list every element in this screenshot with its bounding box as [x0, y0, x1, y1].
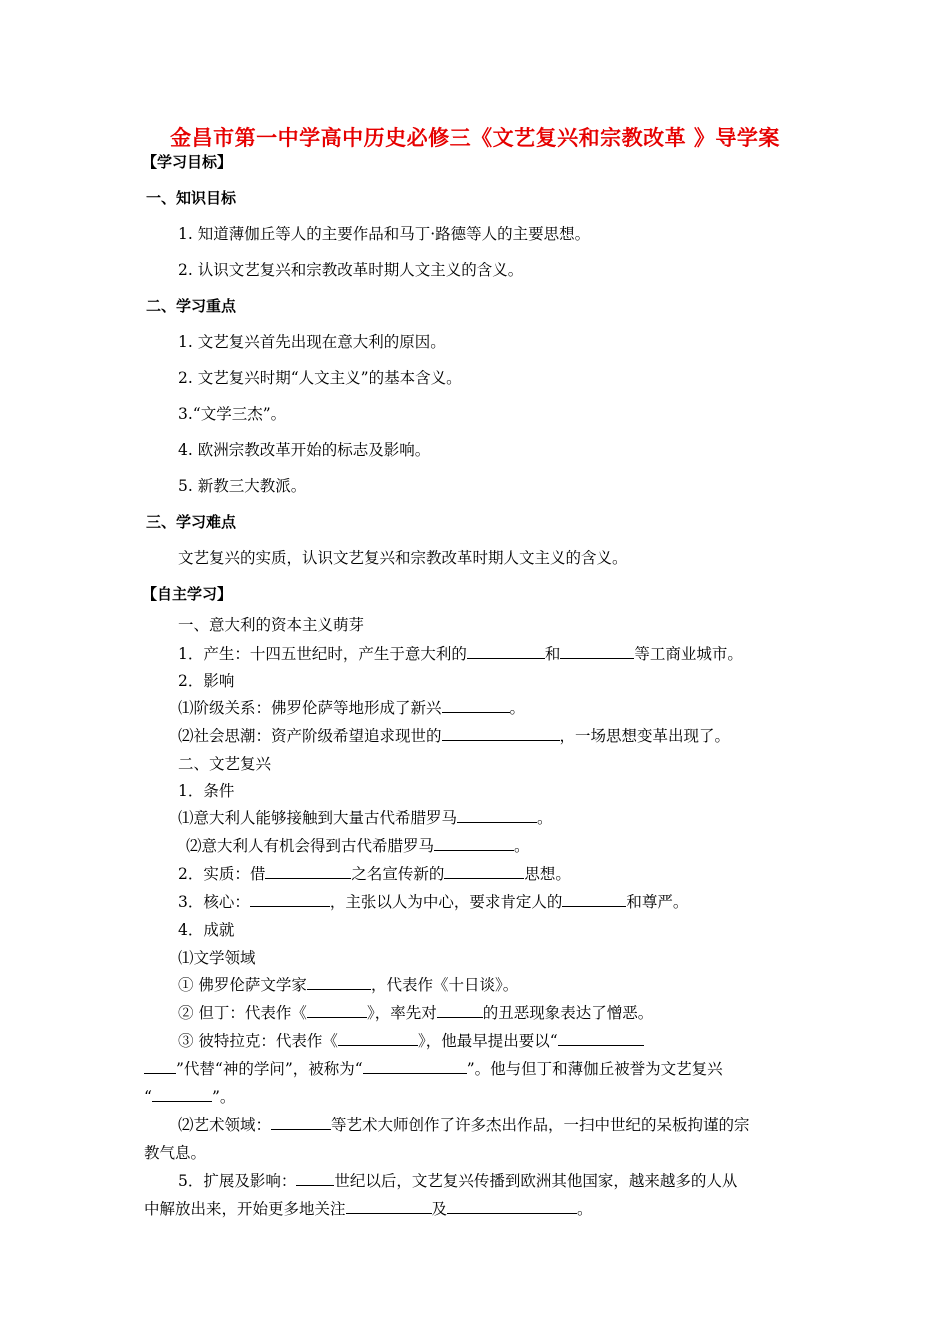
s2-item-5-cont: 中解放出来，开始更多地关注 及 。: [144, 1200, 593, 1218]
s2-item-4-1: ⑴文学领域: [178, 949, 256, 967]
fill-blank[interactable]: [442, 726, 560, 741]
fill-blank[interactable]: [152, 1087, 212, 1102]
key-points-heading: 二、学习重点: [146, 297, 237, 315]
key-point-3: 3.“文学三杰”。: [178, 405, 287, 423]
s2-item-1-2: ⑵意大利人有机会得到古代希腊罗马 。: [186, 837, 530, 855]
knowledge-objectives-heading: 一、知识目标: [146, 189, 237, 207]
difficult-points-heading: 三、学习难点: [146, 513, 237, 531]
fill-blank[interactable]: [457, 808, 537, 823]
s1-item-1: 1．产生：十四五世纪时，产生于意大利的 和 等工商业城市。: [178, 645, 743, 663]
s2-item-5: 5．扩展及影响： 世纪以后，文艺复兴传播到欧洲其他国家，越来越多的人从: [178, 1172, 738, 1190]
fill-blank[interactable]: [434, 836, 514, 851]
knowledge-item-2: 2. 认识文艺复兴和宗教改革时期人文主义的含义。: [178, 261, 524, 279]
fill-blank[interactable]: [558, 1031, 644, 1046]
fill-blank[interactable]: [437, 1003, 483, 1018]
knowledge-item-1: 1. 知道薄伽丘等人的主要作品和马丁·路德等人的主要思想。: [178, 225, 591, 243]
fill-blank[interactable]: [442, 698, 510, 713]
s2-item-4: 4．成就: [178, 921, 235, 939]
fill-blank[interactable]: [363, 1059, 467, 1074]
fill-blank[interactable]: [562, 892, 626, 907]
fill-blank[interactable]: [467, 644, 545, 659]
document-title: 金昌市第一中学高中历史必修三《文艺复兴和宗教改革 》导学案: [170, 126, 780, 150]
s2-item-4-2: ⑵艺术领域： 等艺术大师创作了许多杰出作品，一扫中世纪的呆板拘谨的宗: [178, 1116, 750, 1134]
fill-blank[interactable]: [144, 1059, 176, 1074]
fill-blank[interactable]: [250, 892, 330, 907]
s2-item-4-1-2: ② 但丁：代表作《 》，率先对 的丑恶现象表达了憎恶。: [178, 1004, 654, 1022]
fill-blank[interactable]: [265, 864, 351, 879]
fill-blank[interactable]: [447, 1199, 577, 1214]
section-self-study-heading: 【自主学习】: [142, 585, 233, 603]
s1-item-2-1: ⑴阶级关系：佛罗伦萨等地形成了新兴 。: [178, 699, 526, 717]
s2-item-4-1-3-end: “ ”。: [144, 1088, 236, 1106]
s2-item-1: 1．条件: [178, 782, 235, 800]
s2-item-2: 2．实质：借 之名宣传新的 思想。: [178, 865, 571, 883]
fill-blank[interactable]: [271, 1115, 331, 1130]
s2-item-4-1-3-cont: ”代替“神的学问”，被称为“ ”。他与但丁和薄伽丘被誉为文艺复兴: [144, 1059, 723, 1079]
s2-item-4-1-3: ③ 彼特拉克：代表作《 》，他最早提出要以“: [178, 1031, 644, 1051]
key-point-5: 5. 新教三大教派。: [178, 477, 307, 495]
s2-item-3: 3．核心： ，主张以人为中心，要求肯定人的 和尊严。: [178, 893, 689, 911]
section-objectives-heading: 【学习目标】: [142, 153, 233, 171]
fill-blank[interactable]: [307, 1003, 367, 1018]
fill-blank[interactable]: [444, 864, 524, 879]
fill-blank[interactable]: [338, 1031, 418, 1046]
key-point-1: 1. 文艺复兴首先出现在意大利的原因。: [178, 333, 446, 351]
s1-item-2-2: ⑵社会思潮：资产阶级希望追求现世的 ，一场思想变革出现了。: [178, 727, 731, 745]
fill-blank[interactable]: [307, 975, 371, 990]
fill-blank[interactable]: [346, 1199, 432, 1214]
s2-item-1-1: ⑴意大利人能够接触到大量古代希腊罗马 。: [178, 809, 553, 827]
fill-blank[interactable]: [560, 644, 634, 659]
s1-item-2: 2．影响: [178, 672, 235, 690]
s2-title: 二、文艺复兴: [178, 755, 272, 773]
s2-item-4-1-1: ① 佛罗伦萨文学家 ，代表作《十日谈》。: [178, 976, 519, 994]
key-point-4: 4. 欧洲宗教改革开始的标志及影响。: [178, 441, 431, 459]
s1-title: 一、意大利的资本主义萌芽: [178, 616, 365, 634]
s2-item-4-2-cont: 教气息。: [144, 1144, 207, 1162]
fill-blank[interactable]: [296, 1171, 334, 1186]
key-point-2: 2. 文艺复兴时期“人文主义”的基本含义。: [178, 369, 462, 387]
difficult-points-text: 文艺复兴的实质，认识文艺复兴和宗教改革时期人文主义的含义。: [178, 549, 628, 567]
